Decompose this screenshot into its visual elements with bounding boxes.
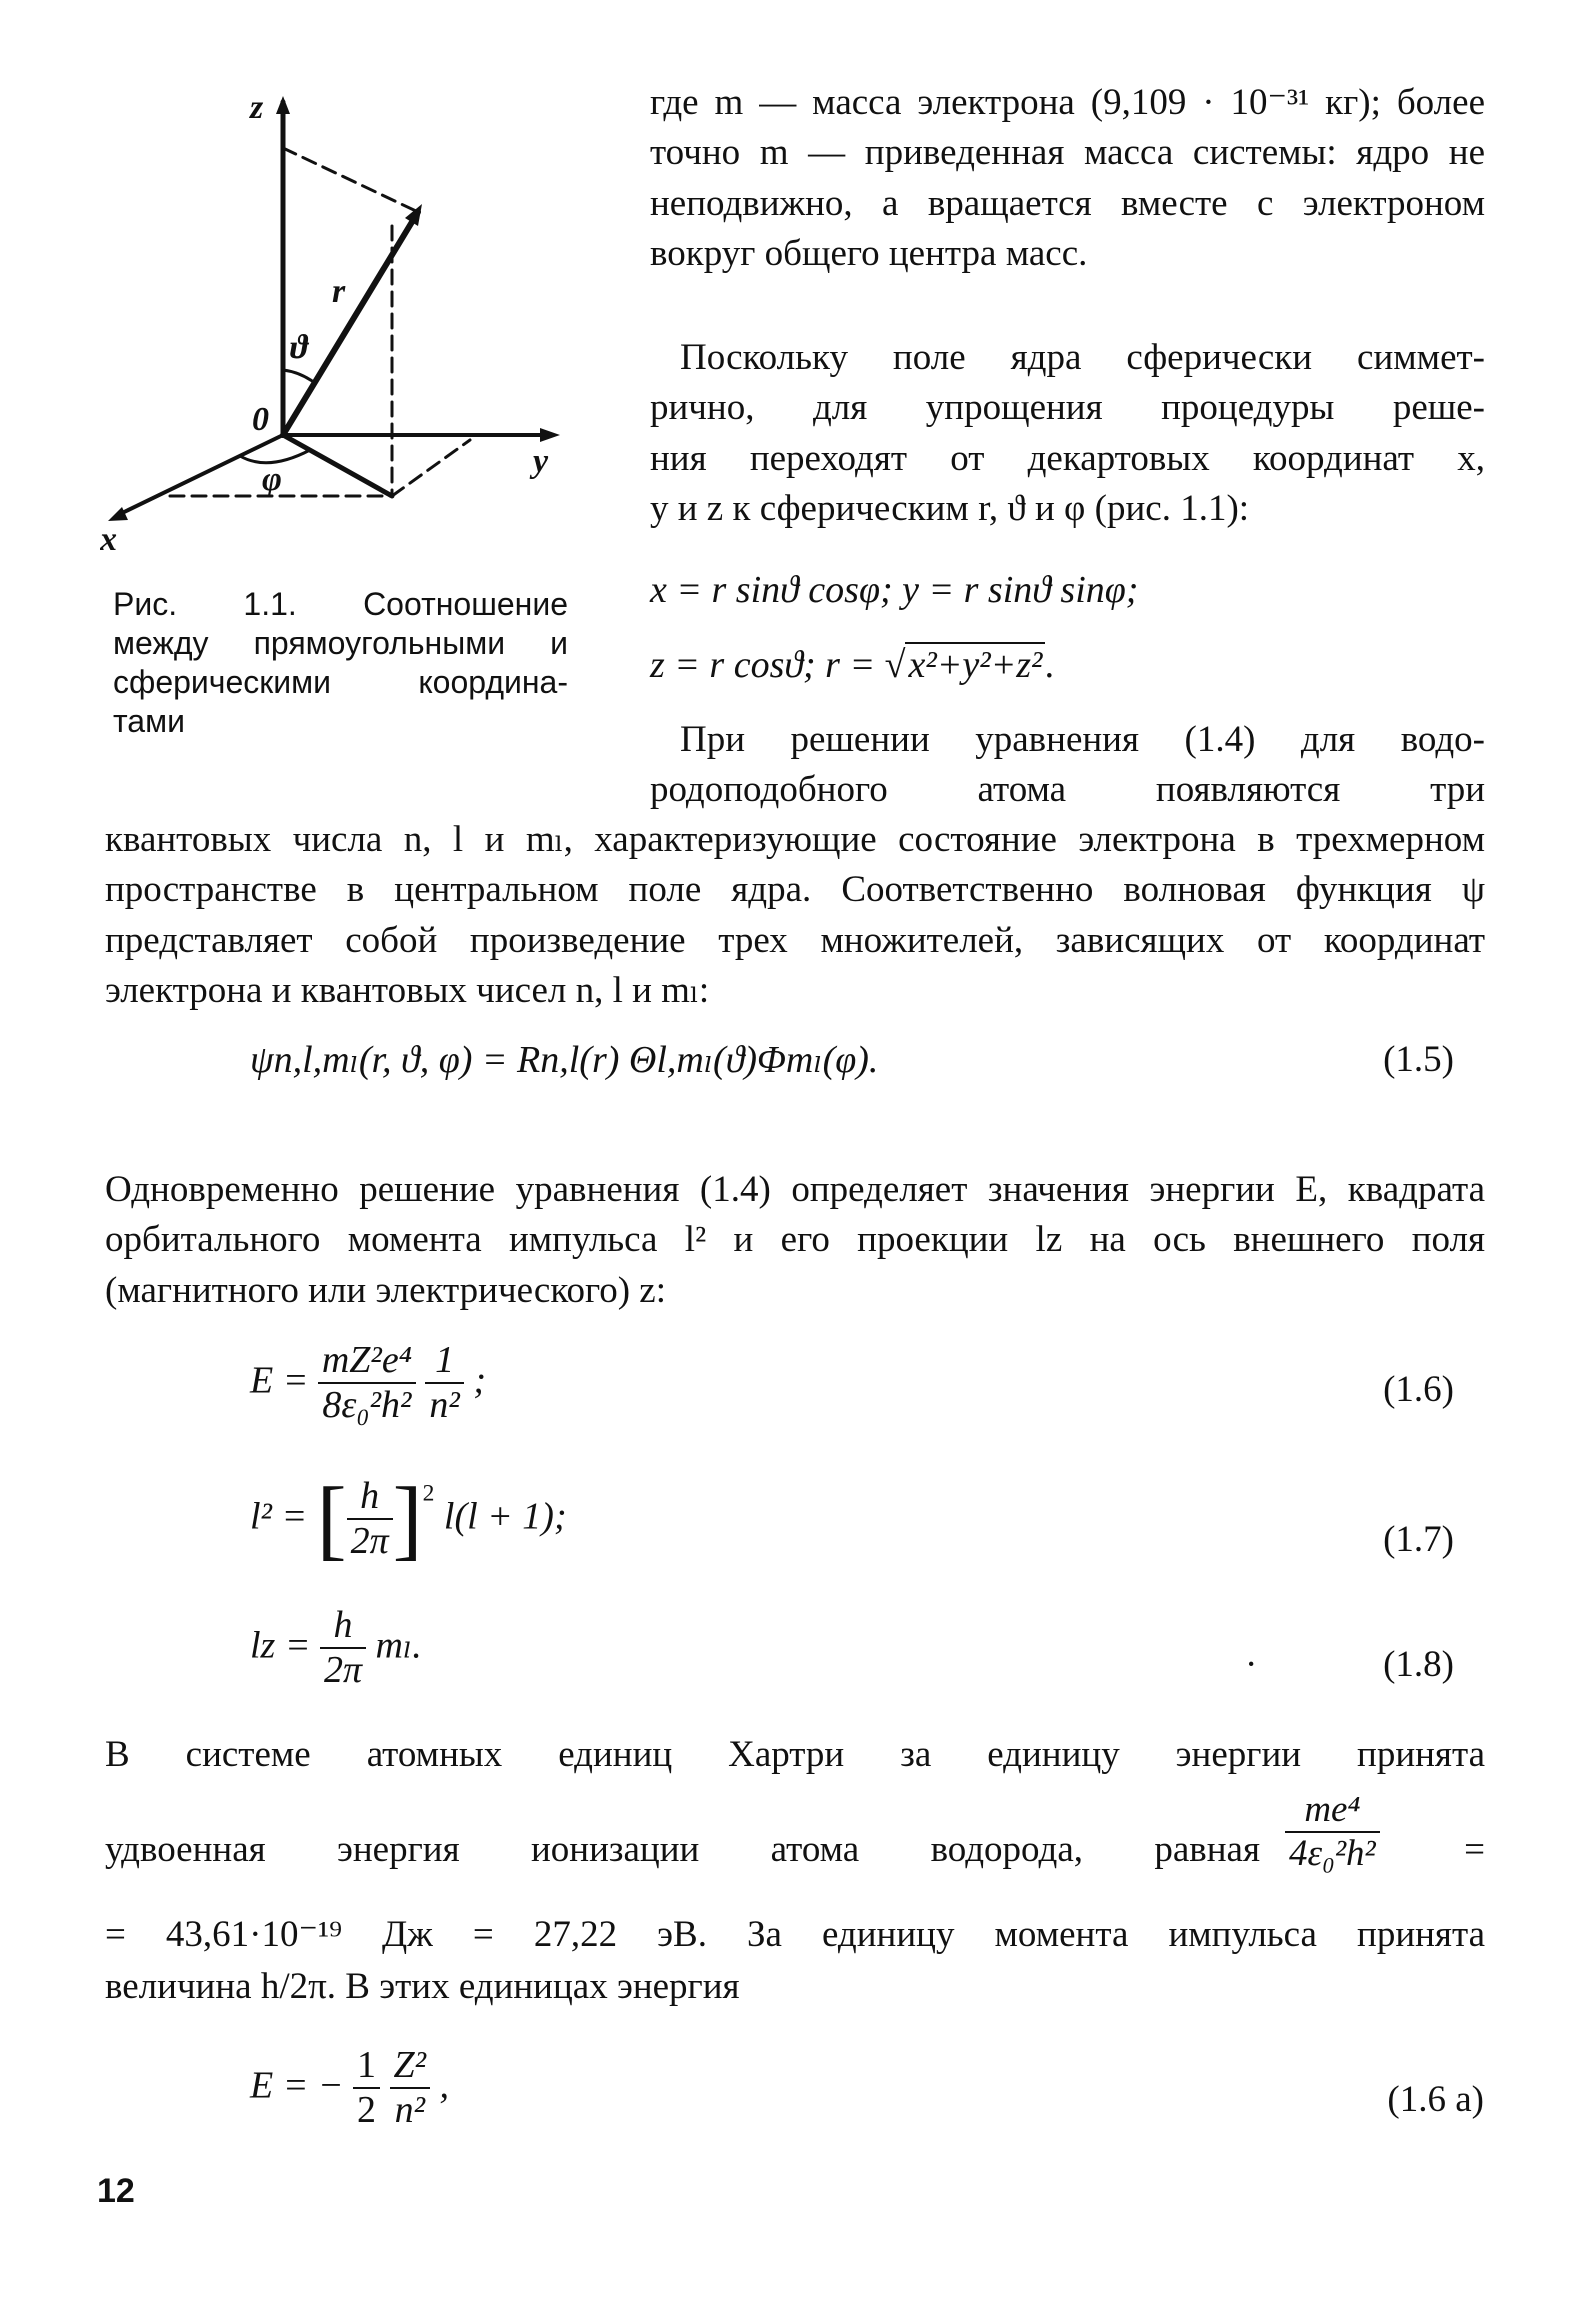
equation-spherical-1: x = r sinϑ cosφ; y = r sinϑ sinφ;	[650, 569, 1139, 611]
equation-1-6a-number: (1.6 а)	[1387, 2079, 1484, 2120]
caption-line: сферическими координа-	[113, 664, 568, 701]
eq-text: z = r cosϑ; r =	[650, 644, 885, 686]
paragraph-electron-mass: где m — масса электрона (9,109 · 10⁻³¹ кг); более точно m — приведенная масса системы: ядро не неподвижно, а вращается вместе с электроном вокруг общего центра масс.	[650, 82, 1485, 274]
text-line: рично, для упрощения процедуры реше-	[650, 387, 1485, 429]
figure-caption	[113, 585, 568, 741]
fraction-denominator: n²	[394, 2088, 425, 2131]
fraction-denominator: 4ε₀²h²	[1289, 1832, 1376, 1874]
fraction-numerator: h	[347, 1476, 393, 1520]
paragraph-quantum-numbers: квантовых числа n, l и mₗ, характеризующие состояние электрона в трехмерном пространстве в центральном поле ядра. Соответственно волновая функция ψ представляет собой произведение трех множителей, зависящих от координат электрона и квантовых чисел n, l и mₗ:	[105, 819, 1485, 1011]
fraction-denominator: 8ε₀²h²	[322, 1383, 412, 1426]
fraction-denominator: 2π	[324, 1648, 363, 1691]
text-line: = 43,61·10⁻¹⁹ Дж = 27,22 эВ. За единицу момента импульса принята	[105, 1914, 1485, 1955]
caption-line: тами	[113, 703, 185, 740]
fraction-numerator: 1	[425, 1340, 463, 1384]
z-axis-label: z	[250, 90, 264, 126]
text-line: Поскольку поле ядра сферически симмет-	[680, 337, 1485, 378]
eq-text: .	[1045, 644, 1055, 686]
equation-1-6a	[250, 2045, 449, 2132]
equation-1-7: l² = [ $\frac{h}{2\pi}$ ]$^2$ l(l + 1);	[250, 1470, 567, 1569]
paragraph-hartree-line2	[105, 1790, 1485, 1910]
equation-1-5-number: (1.5)	[1383, 1039, 1454, 1080]
theta-label: ϑ	[290, 329, 308, 366]
fraction-denominator: 2	[357, 2088, 376, 2131]
caption-line: между прямоугольными и	[113, 625, 568, 662]
equation-1-6-number: (1.6)	[1383, 1369, 1454, 1410]
equation-1-8-number: (1.8)	[1383, 1644, 1454, 1685]
y-axis-label: y	[533, 443, 549, 480]
fraction-denominator: n²	[429, 1383, 460, 1426]
equation-1-5: ψn,l,mₗ(r, ϑ, φ) = Rn,l(r) Θl,mₗ(ϑ)Φmₗ(φ).	[250, 1039, 879, 1081]
eq-end: ,	[439, 2064, 450, 2107]
text-line: удвоенная энергия ионизации атома водорода, равная	[105, 1829, 1260, 1870]
paragraph-spherical-intro	[650, 333, 1485, 534]
fraction-numerator: mZ²e⁴	[318, 1340, 416, 1384]
phi-label: φ	[262, 461, 282, 498]
paragraph-energy: Одновременно решение уравнения (1.4) определяет значения энергии E, квадрата орбитального момента импульса l² и его проекции lz на ось внешнего поля (магнитного или электрического) z:	[105, 1169, 1485, 1311]
figure-coordinate-diagram	[100, 90, 580, 560]
text-line: величина h/2π. В этих единицах энергия	[105, 1966, 740, 2007]
eq-lhs: lz =	[250, 1624, 311, 1667]
projection-line	[283, 435, 392, 496]
paragraph-quantum-numbers-head	[650, 715, 1485, 816]
equation-1-8-dot: ·	[1245, 1644, 1258, 1685]
fraction-numerator: h	[320, 1605, 366, 1649]
x-axis	[118, 435, 283, 515]
r-label: r	[332, 273, 346, 310]
origin-label: 0	[252, 401, 269, 438]
sqrt-radicand: x²+y²+z²	[905, 642, 1045, 686]
eq-rest: l(l + 1);	[443, 1495, 567, 1538]
text-line: ния переходят от декартовых координат x,	[650, 437, 1485, 479]
caption-line: Рис. 1.1. Соотношение	[113, 586, 568, 622]
z-axis-arrow	[276, 96, 290, 114]
eq-lhs: l² =	[250, 1495, 308, 1538]
text-line: При решении уравнения (1.4) для водо-	[680, 719, 1485, 760]
equation-1-6	[250, 1340, 486, 1427]
eq-rest: mₗ.	[375, 1624, 422, 1667]
y-axis-arrow	[540, 428, 560, 442]
fraction-numerator: me⁴	[1285, 1790, 1380, 1833]
equation-1-7-number: (1.7)	[1383, 1519, 1454, 1560]
eq-lhs: E =	[250, 1359, 309, 1402]
x-axis-label: x	[100, 521, 117, 558]
fraction-numerator: 1	[353, 2045, 380, 2089]
equation-1-8	[250, 1605, 422, 1692]
text-line: родоподобного атома появляются три	[650, 769, 1485, 811]
fraction-denominator: 2π	[350, 1520, 389, 1563]
fraction-numerator: Z²	[390, 2045, 431, 2089]
vector-r	[283, 212, 418, 435]
page-number: 12	[97, 2172, 135, 2210]
text-line: y и z к сферическим r, ϑ и φ (рис. 1.1):	[650, 487, 1250, 529]
theta-arc	[283, 370, 315, 383]
x-axis-arrow	[108, 507, 128, 521]
hartree-fraction	[1285, 1790, 1380, 1875]
dashed-y-parallel	[392, 440, 470, 496]
equals-sign: =	[1464, 1829, 1485, 1870]
dashed-top	[283, 148, 418, 212]
text-line: В системе атомных единиц Хартри за единицу энергии принята	[105, 1734, 1485, 1775]
equation-spherical-2: z = r cosϑ; r = √x²+y²+z².	[650, 644, 1055, 686]
eq-lhs: E = −	[250, 2064, 344, 2107]
eq-end: ;	[473, 1359, 486, 1402]
